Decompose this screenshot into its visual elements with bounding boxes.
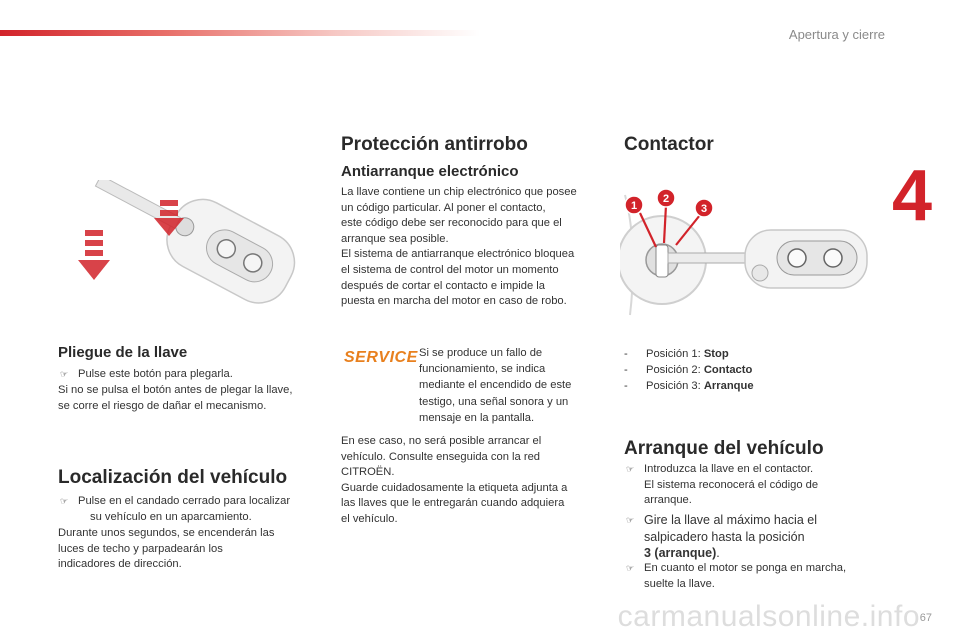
locate-title: Localización del vehículo — [58, 467, 288, 488]
antitheft-title: Protección antirrobo — [341, 134, 528, 155]
fault-text: En ese caso, no será posible arrancar el vehículo. Consulte enseguida con la red CITROËN. Guarde cuidadosamente la etiqueta adjunta a las llaves que le entregarán cuando adquiera el vehículo. — [341, 435, 568, 525]
service-text: Si se produce un fallo de funcionamiento, se indica mediante el encendido de este testigo, una señal sonora y un mensaje en la pantalla. — [419, 347, 572, 424]
position-item: - Posición 2: Contacto — [624, 364, 753, 376]
page-number: 67 — [919, 612, 932, 624]
locate-bullet: ☞ Pulse en el candado cerrado para localizar su vehículo en un aparcamiento. — [60, 495, 291, 523]
start-title: Arranque del vehículo — [624, 438, 824, 459]
position-2-label: 2 — [662, 193, 670, 205]
fold-bullet: ☞ Pulse este botón para plegarla. — [60, 367, 233, 383]
position-1-label: 1 — [630, 200, 638, 212]
ignition-positions — [624, 346, 754, 394]
start-bullet-1: ☞ Introduzca la llave en el contactor. El sistema reconocerá el código de arranque. — [626, 463, 819, 507]
fold-title: Pliegue de la llave — [58, 344, 188, 361]
immobilizer-text: La llave contiene un chip electrónico que posee un código particular. Al poner el contacto, este código debe ser reconocido para que el arranque sea posible. El sistema de antiarranque electrónico bloquea el sistema de control del motor un momento después de cortar el contacto e impide la puesta en marcha del motor en caso de robo. — [341, 186, 577, 308]
position-3-label: 3 — [700, 203, 708, 215]
locate-text: Durante unos segundos, se encenderán las luces de techo y parpadearán los indicadores de dirección. — [58, 527, 275, 571]
service-warning-icon: SERVICE — [344, 349, 418, 366]
finger-pointer-icon: ☞ — [60, 496, 69, 506]
header-accent-bar — [0, 30, 480, 36]
finger-pointer-icon: ☞ — [60, 369, 69, 379]
section-title: Apertura y cierre — [788, 27, 885, 42]
start-bullet-2: ☞ Gire la llave al máximo hacia el salpicadero hasta la posición 3 (arranque). — [626, 513, 817, 561]
ignition-title: Contactor — [624, 134, 714, 155]
immobilizer-subtitle: Antiarranque electrónico — [341, 163, 519, 180]
chapter-number: 4 — [891, 156, 932, 236]
key-fold-illustration — [70, 180, 320, 330]
finger-pointer-icon: ☞ — [626, 515, 635, 525]
finger-pointer-icon: ☞ — [626, 464, 635, 474]
position-item: - Posición 1: Stop — [624, 348, 729, 360]
start-bullet-3: ☞ En cuanto el motor se ponga en marcha, suelte la llave. — [626, 562, 847, 590]
ignition-switch-illustration — [620, 165, 870, 325]
fold-text: Si no se pulsa el botón antes de plegar la llave, se corre el riesgo de dañar el mecanismo. — [58, 384, 293, 412]
watermark: carmanualsonline.info — [617, 600, 920, 633]
position-item: - Posición 3: Arranque — [624, 380, 754, 392]
finger-pointer-icon: ☞ — [626, 563, 635, 573]
